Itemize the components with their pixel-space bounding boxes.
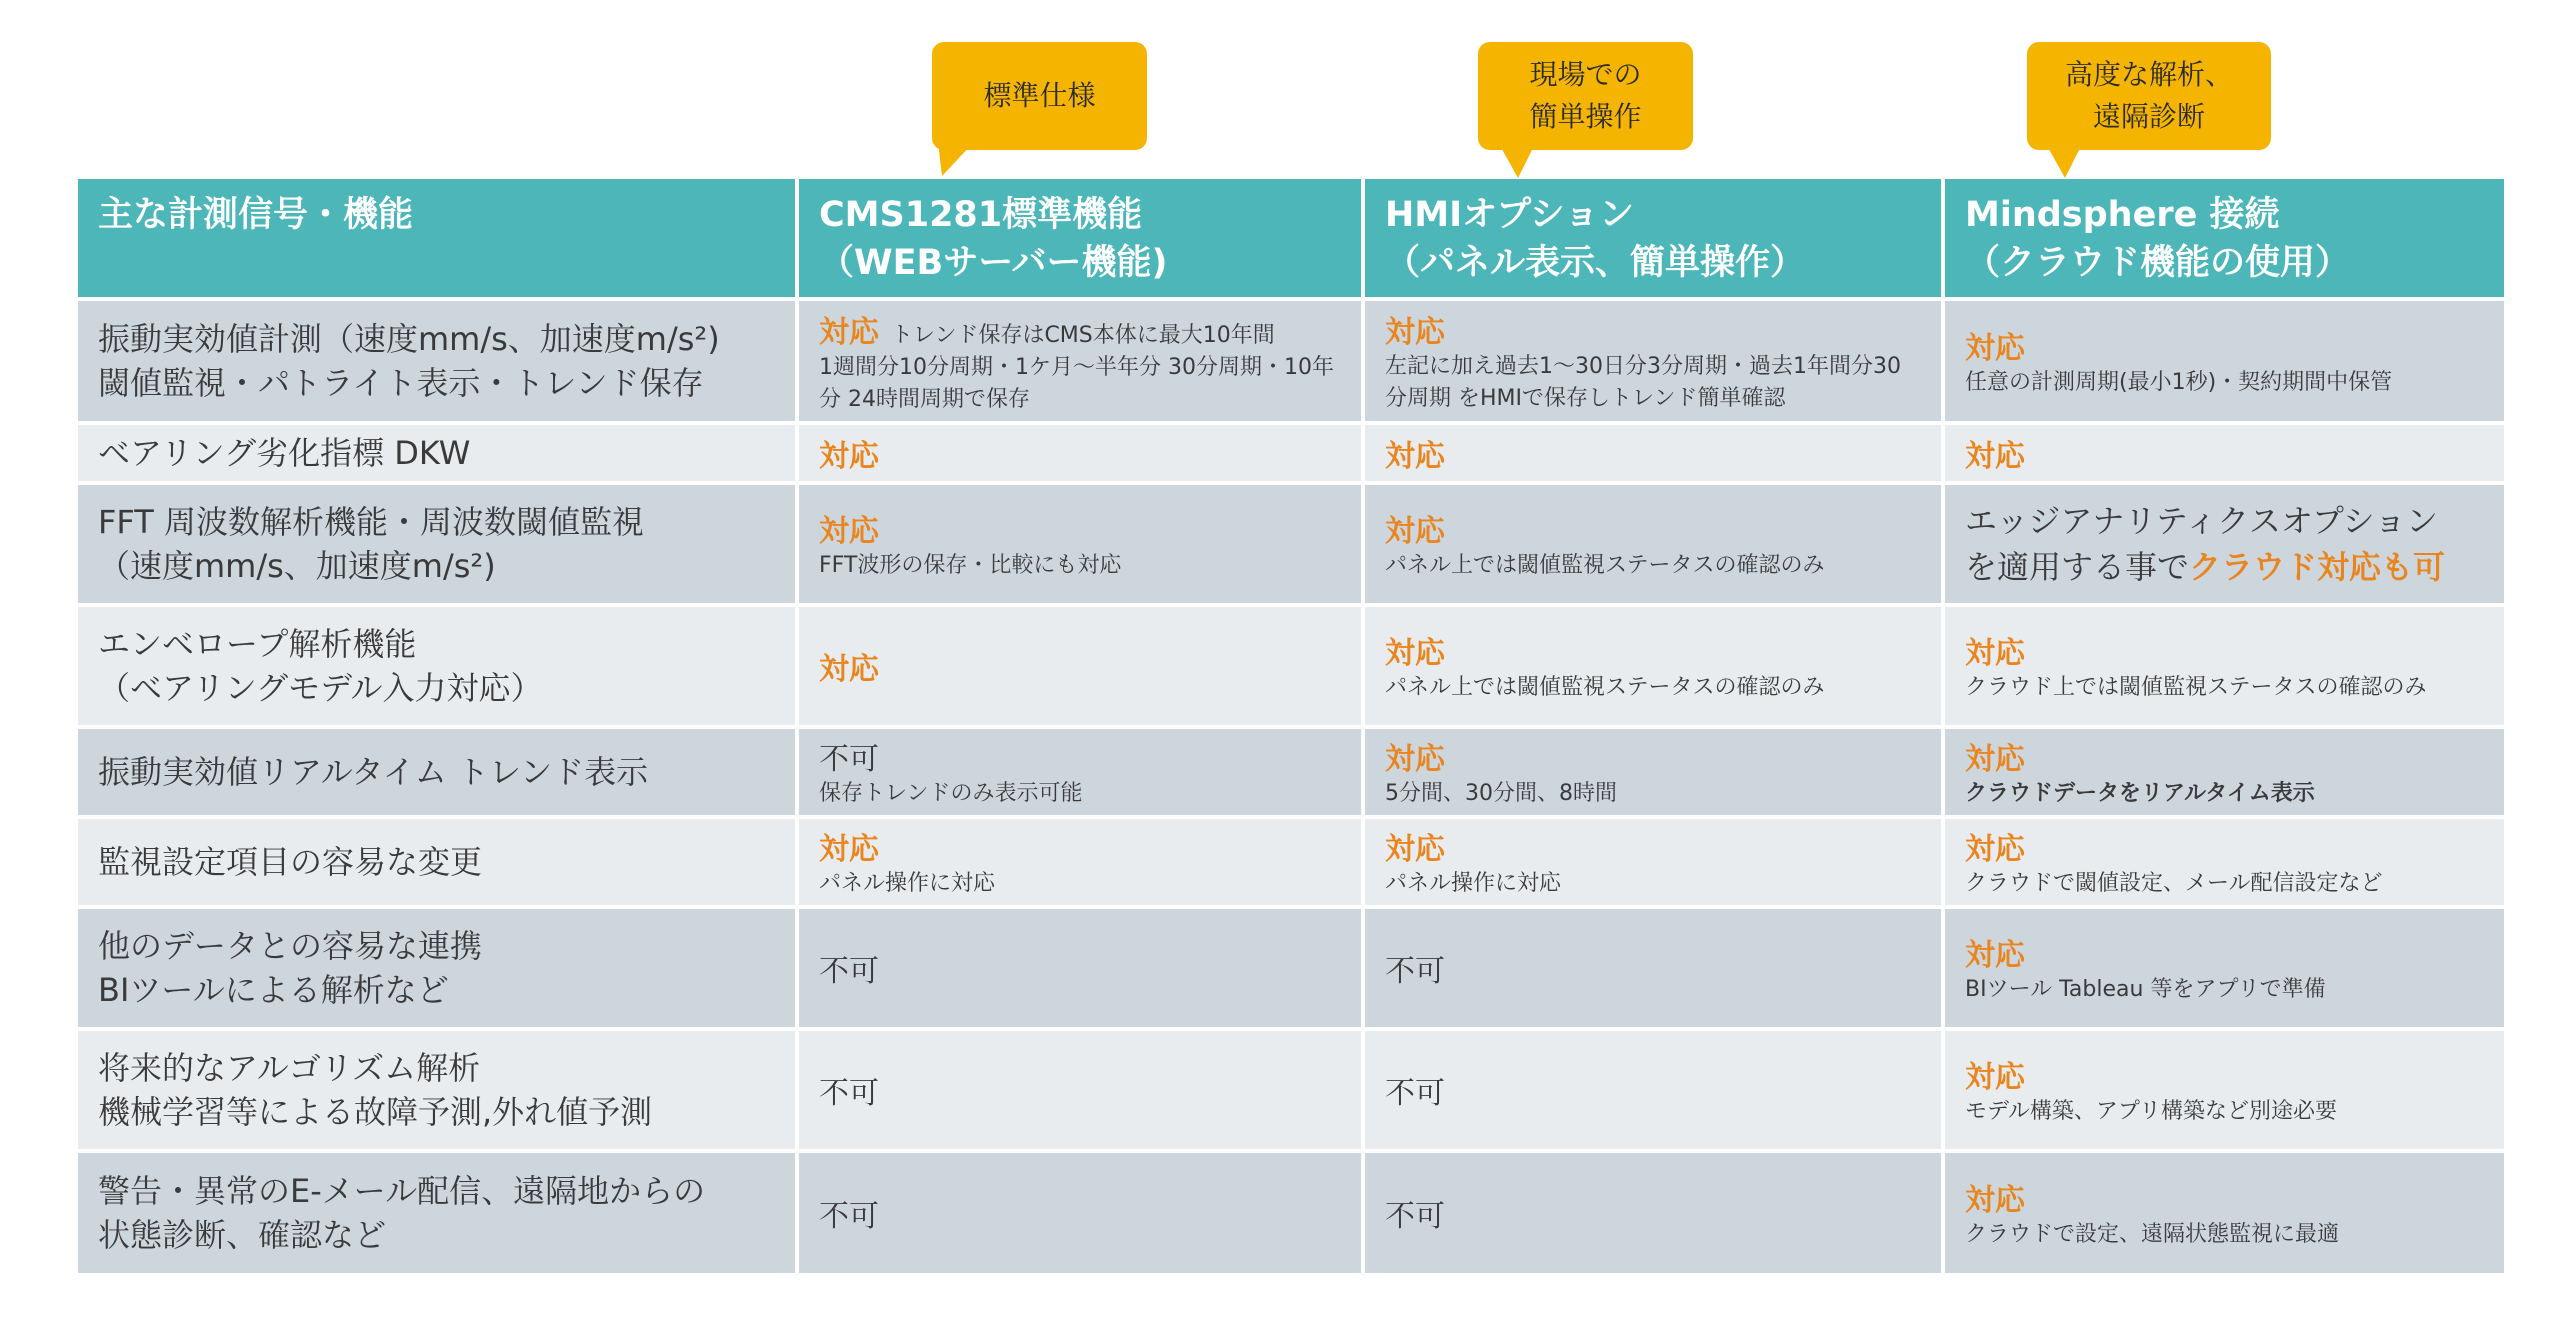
- table-row: [78, 301, 2504, 425]
- note-text: パネル上では閾値監視ステータスの確認のみ: [1385, 553, 1825, 578]
- callout-advanced-analysis: [2027, 42, 2271, 150]
- cell-hmi: [1365, 1153, 1945, 1277]
- note-inline: トレンド保存はCMS本体に最大10年間: [891, 322, 1275, 348]
- table-row: [78, 729, 2504, 819]
- feature-label: 監視設定項目の容易な変更: [78, 819, 799, 909]
- edge-analytics-line2a: を適用する事で: [1965, 548, 2190, 586]
- status-text: 対応: [1965, 439, 2025, 474]
- table-row: [78, 425, 2504, 485]
- note-text: パネル操作に対応: [1385, 871, 1562, 896]
- note-text: FFT波形の保存・比較にも対応: [819, 553, 1122, 578]
- status-text: 対応: [819, 514, 879, 549]
- status-text: 対応: [1965, 742, 2025, 777]
- cell-cms: [799, 607, 1365, 729]
- note-text: クラウドデータをリアルタイム表示: [1965, 781, 2315, 806]
- callout-onsite-operation-pointer: [1498, 142, 1538, 182]
- callout-advanced-analysis-pointer: [2045, 142, 2085, 182]
- cell-cms: [799, 1153, 1365, 1277]
- cell-cms: [799, 909, 1365, 1031]
- status-text: 対応: [1965, 1183, 2025, 1218]
- cell-hmi: [1365, 607, 1945, 729]
- callout-onsite-operation: [1478, 42, 1693, 150]
- feature-label: 警告・異常のE-メール配信、遠隔地からの 状態診断、確認など: [78, 1153, 799, 1277]
- note-text: 左記に加え過去1～30日分3分周期・過去1年間分30分周期 をHMIで保存しトレンド簡単確認: [1385, 354, 1901, 411]
- status-text: 不可: [819, 1199, 879, 1234]
- note-text: 保存トレンドのみ表示可能: [819, 781, 1083, 806]
- cell-hmi: [1365, 1031, 1945, 1153]
- header-mindsphere: Mindsphere 接続 （クラウド機能の使用）: [1945, 179, 2504, 301]
- status-text: 対応: [819, 832, 879, 867]
- edge-analytics-highlight: クラウド対応も可: [2189, 548, 2446, 586]
- cell-cms: [799, 819, 1365, 909]
- callout-standard-spec-pointer: [938, 142, 978, 182]
- cell-mindsphere: [1945, 485, 2504, 607]
- status-text: 対応: [1385, 514, 1445, 549]
- cell-mindsphere: [1945, 819, 2504, 909]
- cell-hmi: [1365, 819, 1945, 909]
- note-text: 1週間分10分周期・1ケ月～半年分 30分周期・10年分 24時間周期で保存: [819, 354, 1334, 412]
- edge-analytics-line1: エッジアナリティクスオプション: [1965, 502, 2438, 540]
- cell-mindsphere: [1945, 909, 2504, 1031]
- status-text: 対応: [1965, 331, 2025, 366]
- status-text: 不可: [819, 954, 879, 989]
- table-row: [78, 485, 2504, 607]
- feature-label: 振動実効値リアルタイム トレンド表示: [78, 729, 799, 819]
- table-row: [78, 819, 2504, 909]
- table-header-row: [78, 179, 2504, 301]
- header-cms1281: CMS1281標準機能 （WEBサーバー機能): [799, 179, 1365, 301]
- header-feature: 主な計測信号・機能: [78, 179, 799, 301]
- cell-hmi: [1365, 909, 1945, 1031]
- cell-mindsphere: [1945, 607, 2504, 729]
- cell-mindsphere: [1945, 1153, 2504, 1277]
- cell-hmi: [1365, 425, 1945, 485]
- status-text: 対応: [1965, 938, 2025, 973]
- note-text: パネル上では閾値監視ステータスの確認のみ: [1385, 675, 1825, 700]
- status-text: 不可: [819, 1076, 879, 1111]
- status-text: 不可: [819, 742, 879, 777]
- status-text: 対応: [819, 652, 879, 687]
- cell-cms: [799, 485, 1365, 607]
- cell-mindsphere: [1945, 425, 2504, 485]
- status-text: 対応: [1385, 832, 1445, 867]
- header-hmi-option: HMIオプション （パネル表示、簡単操作）: [1365, 179, 1945, 301]
- status-text: 不可: [1385, 954, 1445, 989]
- status-text: 対応: [1385, 315, 1445, 350]
- status-text: 対応: [1965, 832, 2025, 867]
- callout-standard-spec-text: 標準仕様: [983, 79, 1096, 112]
- status-text: 対応: [1385, 439, 1445, 474]
- note-text: パネル操作に対応: [819, 871, 996, 896]
- note-text: BIツール Tableau 等をアプリで準備: [1965, 977, 2326, 1002]
- callout-onsite-operation-text: 現場での 簡単操作: [1529, 58, 1642, 133]
- cell-mindsphere: [1945, 301, 2504, 425]
- cell-mindsphere: [1945, 1031, 2504, 1153]
- status-text: 対応: [819, 439, 879, 474]
- feature-label: 振動実効値計測（速度mm/s、加速度m/s²) 閾値監視・パトライト表示・トレンド保存: [78, 301, 799, 425]
- cell-mindsphere: [1945, 729, 2504, 819]
- table-row: [78, 607, 2504, 729]
- feature-label: エンベロープ解析機能 （ベアリングモデル入力対応）: [78, 607, 799, 729]
- feature-label: ベアリング劣化指標 DKW: [78, 425, 799, 485]
- note-text: 任意の計測周期(最小1秒)・契約期間中保管: [1965, 370, 2393, 395]
- cell-hmi: [1365, 485, 1945, 607]
- note-text: 5分間、30分間、8時間: [1385, 781, 1617, 806]
- cell-cms: [799, 425, 1365, 485]
- status-text: 不可: [1385, 1076, 1445, 1111]
- table-row: [78, 909, 2504, 1031]
- callout-advanced-analysis-text: 高度な解析、 遠隔診断: [2064, 58, 2233, 133]
- note-text: クラウドで閾値設定、メール配信設定など: [1965, 871, 2383, 896]
- cell-hmi: [1365, 729, 1945, 819]
- edge-analytics-line2: [1965, 544, 2484, 590]
- status-text: 対応: [1965, 1060, 2025, 1095]
- status-text: 不可: [1385, 1199, 1445, 1234]
- note-text: モデル構築、アプリ構築など別途必要: [1965, 1099, 2338, 1124]
- cell-cms: [799, 1031, 1365, 1153]
- status-text: 対応: [819, 314, 879, 350]
- feature-label: 他のデータとの容易な連携 BIツールによる解析など: [78, 909, 799, 1031]
- cell-cms: [799, 301, 1365, 425]
- status-text: 対応: [1965, 636, 2025, 671]
- cell-cms: [799, 729, 1365, 819]
- feature-label: 将来的なアルゴリズム解析 機械学習等による故障予測,外れ値予測: [78, 1031, 799, 1153]
- feature-comparison-table: [78, 179, 2504, 1277]
- feature-label: FFT 周波数解析機能・周波数閾値監視 （速度mm/s、加速度m/s²): [78, 485, 799, 607]
- table-row: [78, 1153, 2504, 1277]
- table-row: [78, 1031, 2504, 1153]
- callout-standard-spec: [932, 42, 1147, 150]
- cell-hmi: [1365, 301, 1945, 425]
- note-text: クラウド上では閾値監視ステータスの確認のみ: [1965, 675, 2427, 700]
- status-text: 対応: [1385, 742, 1445, 777]
- note-text: クラウドで設定、遠隔状態監視に最適: [1965, 1222, 2340, 1247]
- status-text: 対応: [1385, 636, 1445, 671]
